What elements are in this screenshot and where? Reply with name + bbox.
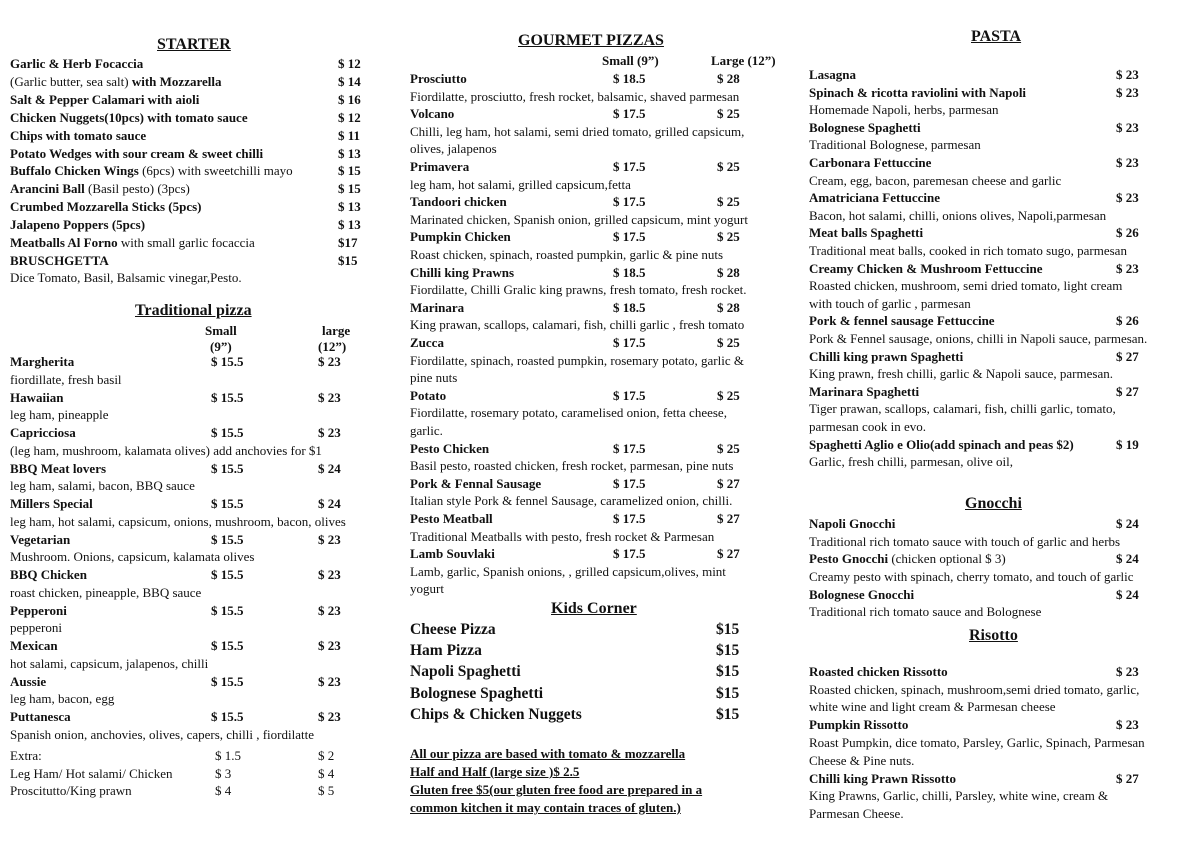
gourmet-small-label: Small (9”) (602, 53, 659, 68)
price-large: $ 25 (717, 335, 740, 350)
pasta-name: Bolognese Spaghetti (809, 119, 921, 135)
gnocchi-desc: Traditional rich tomato sauce with touch of garlic and herbs (809, 533, 1121, 549)
pizza-name: Margherita (10, 354, 75, 369)
extra-small: $ 4 (215, 783, 232, 798)
pizza-desc: leg ham, salami, bacon, BBQ sauce (10, 478, 195, 493)
price-large: $ 23 (318, 709, 341, 724)
pizza-name: Zucca (410, 335, 444, 350)
item-price: $ 12 (338, 56, 361, 71)
gnocchi-price: $ 24 (1116, 551, 1139, 567)
price-large: $ 27 (717, 546, 740, 562)
pizza-desc: hot salami, capsicum, jalapenos, chilli (10, 655, 209, 671)
kids-item-price: $15 (716, 684, 740, 702)
risotto-title: Risotto (969, 627, 1018, 644)
pizza-desc: Traditional Meatballs with pesto, fresh rocket & Parmesan (410, 528, 715, 544)
price-large: $ 27 (717, 475, 740, 491)
starter-item (10, 234, 255, 251)
gnocchi-note: (chicken optional $ 3) (888, 551, 1006, 567)
gourmet-large-label: Large (12”) (711, 53, 776, 68)
risotto-desc: King Prawns, Garlic, chilli, Parsley, white wine, cream & (809, 788, 1109, 804)
traditional-title: Traditional pizza (135, 302, 252, 319)
gnocchi-price: $ 24 (1116, 586, 1139, 602)
item-suffix: (6pcs) with sweetchilli mayo (138, 163, 293, 179)
gnocchi-price: $ 24 (1116, 516, 1139, 531)
bruschetta-desc: Dice Tomato, Basil, Balsamic vinegar,Pesto. (10, 270, 242, 285)
pizza-name: Vegetarian (10, 531, 71, 547)
pasta-price: $ 23 (1116, 67, 1139, 82)
price-small: $ 15.5 (211, 425, 244, 440)
price-large: $ 23 (318, 638, 341, 653)
extra-name: Extra: (10, 748, 42, 763)
price-small: $ 17.5 (613, 106, 646, 122)
risotto-price: $ 23 (1116, 717, 1139, 733)
price-large: $ 28 (717, 264, 740, 280)
kids-item-name: Napoli Spaghetti (410, 663, 521, 681)
pizza-desc: Mushroom. Onions, capsicum, kalamata olives (10, 549, 255, 564)
pizza-desc: leg ham, hot salami, grilled capsicum,fetta (410, 176, 631, 192)
price-small: $ 15.5 (211, 531, 244, 547)
small-label: Small (205, 323, 237, 338)
price-small: $ 17.5 (613, 194, 646, 210)
pasta-price: $ 26 (1116, 313, 1139, 329)
pasta-name: Lasagna (809, 67, 856, 82)
item-name: with Mozzarella (131, 73, 222, 89)
starter-item (10, 109, 248, 126)
pizza-desc: leg ham, pineapple (10, 407, 109, 422)
pizza-desc: Spanish onion, anchovies, olives, capers, chilli , fiordilatte (10, 726, 314, 742)
pizza-name: Tandoori chicken (410, 194, 507, 210)
extra-name: Proscitutto/King prawn (10, 783, 132, 798)
item-price: $ 16 (338, 91, 361, 107)
item-name: Chips with tomato sauce (10, 127, 147, 143)
pizza-name: Pumpkin Chicken (410, 229, 511, 245)
price-large: $ 27 (717, 511, 740, 526)
pasta-desc: Bacon, hot salami, chilli, onions olives, Napoli,parmesan (809, 207, 1107, 223)
price-large: $ 24 (318, 460, 341, 476)
item-price: $ 14 (338, 73, 361, 89)
pasta-price: $ 23 (1116, 119, 1139, 135)
pizza-desc: Marinated chicken, Spanish onion, grilled capsicum, mint yogurt (410, 211, 748, 227)
pasta-name: Spinach & ricotta raviolini with Napoli (809, 84, 1027, 100)
risotto-desc: Roasted chicken, spinach, mushroom,semi dried tomato, garlic, (809, 681, 1140, 697)
price-large: $ 24 (318, 496, 341, 511)
pasta-price: $ 23 (1116, 190, 1139, 206)
starter-item (10, 91, 199, 108)
pizza-name: Volcano (410, 106, 455, 122)
item-price: $ 13 (338, 217, 361, 233)
item-price: $ 13 (338, 199, 361, 215)
kids-item-price: $15 (716, 663, 740, 681)
footnote: common kitchen it may contain traces of gluten.) (410, 800, 681, 815)
extra-small: $ 1.5 (215, 748, 241, 763)
kids-item-name: Bolognese Spaghetti (410, 684, 544, 702)
price-small: $ 17.5 (613, 440, 646, 456)
pasta-price: $ 26 (1116, 225, 1139, 241)
price-large: $ 25 (717, 194, 740, 210)
price-large: $ 23 (318, 354, 341, 369)
gnocchi-name: Pesto Gnocchi (809, 551, 889, 567)
pasta-desc: Tiger prawan, scallops, calamari, fish, chilli garlic, tomato, (809, 401, 1116, 417)
risotto-name: Roasted chicken Rissotto (809, 664, 948, 679)
risotto-name: Chilli king Prawn Rissotto (809, 770, 956, 786)
price-small: $ 17.5 (613, 159, 646, 174)
price-large: $ 23 (318, 389, 341, 405)
item-price: $ 15 (338, 163, 361, 179)
item-price: $ 11 (338, 127, 361, 143)
pizza-desc: olives, jalapenos (410, 141, 497, 157)
starter-item (10, 198, 201, 215)
price-small: $ 15.5 (211, 496, 244, 511)
price-small: $ 15.5 (211, 389, 244, 405)
gnocchi-item (809, 515, 895, 532)
price-large: $ 23 (318, 425, 341, 440)
pasta-desc: King prawn, fresh chilli, garlic & Napoli sauce, parmesan. (809, 366, 1113, 382)
pasta-name: Marinara Spaghetti (809, 383, 920, 399)
pizza-desc: Basil pesto, roasted chicken, fresh rocket, parmesan, pine nuts (410, 458, 734, 474)
pizza-desc: Fiordilatte, Chilli Gralic king prawns, fresh tomato, fresh rocket. (410, 282, 747, 298)
pizza-desc: garlic. (410, 423, 443, 438)
pizza-desc: pine nuts (410, 370, 458, 386)
kids-item-name: Chips & Chicken Nuggets (410, 705, 582, 723)
price-small: $ 15.5 (211, 602, 244, 618)
pasta-price: $ 27 (1116, 383, 1139, 399)
pizza-desc: Fiordilatte, rosemary potato, caramelised onion, fetta cheese, (410, 405, 727, 421)
pizza-name: Chilli king Prawns (410, 264, 515, 280)
price-small: $ 17.5 (613, 229, 646, 245)
pasta-name: Spaghetti Aglio e Olio(add spinach and peas $2) (809, 436, 1074, 452)
item-suffix: with small garlic focaccia (117, 235, 255, 250)
pasta-desc: Homemade Napoli, herbs, parmesan (809, 102, 999, 118)
pizza-desc: King prawan, scallops, calamari, fish, chilli garlic , fresh tomato (410, 317, 745, 333)
price-small: $ 18.5 (613, 71, 646, 86)
pasta-price: $ 19 (1116, 436, 1139, 452)
risotto-desc: white wine and light cream & Parmesan cheese (809, 699, 1056, 715)
price-large: $ 23 (318, 567, 341, 582)
starter-item (10, 145, 263, 162)
pasta-name: Carbonara Fettuccine (809, 155, 932, 170)
pizza-name: Prosciutto (410, 71, 467, 86)
starter-item (10, 73, 222, 90)
pasta-desc: Garlic, fresh chilli, parmesan, olive oil, (809, 454, 1013, 470)
risotto-desc: Roast Pumpkin, dice tomato, Parsley, Garlic, Spinach, Parmesan (809, 734, 1145, 750)
kids-item-price: $15 (716, 642, 740, 660)
pasta-desc: with touch of garlic , parmesan (809, 295, 971, 311)
item-price: $ 15 (338, 181, 361, 197)
pasta-title: PASTA (971, 28, 1022, 45)
pizza-desc: fiordillate, fresh basil (10, 371, 122, 387)
pasta-desc: Pork & Fennel sausage, onions, chilli in Napoli sauce, parmesan. (809, 331, 1148, 346)
pizza-name: Marinara (410, 299, 465, 315)
pasta-name: Pork & fennel sausage Fettuccine (809, 313, 995, 329)
pizza-name: Pesto Meatball (410, 511, 493, 526)
gourmet-title: GOURMET PIZZAS (518, 32, 664, 49)
item-name: Crumbed Mozzarella Sticks (5pcs) (10, 199, 202, 215)
price-large: $ 23 (318, 602, 341, 618)
gnocchi-item (809, 550, 1006, 567)
price-small: $ 17.5 (613, 511, 646, 526)
extra-large: $ 4 (318, 765, 335, 781)
price-large: $ 28 (717, 71, 740, 86)
gnocchi-item (809, 586, 914, 603)
item-name: Arancini Ball (10, 181, 85, 197)
item-name: BRUSCHGETTA (10, 252, 109, 268)
pasta-desc: Traditional meat balls, cooked in rich tomato sugo, parmesan (809, 243, 1127, 258)
pizza-desc: Italian style Pork & fennel Sausage, caramelized onion, chilli. (410, 493, 733, 509)
footnote: All our pizza are based with tomato & mozzarella (410, 746, 686, 761)
price-large: $ 25 (717, 229, 740, 245)
pizza-name: Capricciosa (10, 425, 76, 440)
price-large: $ 23 (318, 673, 341, 689)
starter-item (10, 252, 109, 269)
item-prefix: (Garlic butter, sea salt) (10, 73, 132, 89)
large-label: large (322, 323, 351, 338)
risotto-desc: Parmesan Cheese. (809, 805, 904, 821)
extra-large: $ 2 (318, 748, 335, 763)
item-name: Meatballs Al Forno (10, 235, 118, 250)
item-name: Chicken Nuggets(10pcs) with tomato sauce (10, 109, 248, 125)
pizza-desc: yogurt (410, 581, 444, 597)
gnocchi-name: Napoli Gnocchi (809, 516, 896, 531)
extra-name: Leg Ham/ Hot salami/ Chicken (10, 765, 173, 781)
item-name: Jalapeno Poppers (5pcs) (10, 217, 146, 233)
item-suffix: (Basil pesto) (3pcs) (84, 181, 190, 197)
price-large: $ 28 (717, 299, 740, 315)
risotto-name: Pumpkin Rissotto (809, 717, 909, 733)
item-name: Garlic & Herb Focaccia (10, 56, 144, 71)
kids-title: Kids Corner (551, 600, 637, 617)
pizza-name: Primavera (410, 159, 470, 174)
gnocchi-title: Gnocchi (965, 495, 1022, 512)
item-price: $ 13 (338, 145, 361, 161)
pasta-price: $ 27 (1116, 348, 1139, 364)
price-small: $ 15.5 (211, 709, 244, 724)
price-small: $ 18.5 (613, 299, 646, 315)
pizza-name: Potato (410, 387, 447, 403)
pizza-name: Millers Special (10, 496, 93, 511)
starter-item (10, 180, 190, 197)
kids-item-price: $15 (716, 705, 740, 723)
extra-small: $ 3 (215, 765, 232, 781)
extra-large: $ 5 (318, 783, 335, 798)
pizza-name: Pesto Chicken (410, 440, 490, 456)
pasta-name: Amatriciana Fettuccine (809, 190, 941, 206)
pasta-name: Meat balls Spaghetti (809, 225, 924, 241)
footnote: Gluten free $5(our gluten free food are prepared in a (410, 782, 703, 797)
item-name: Potato Wedges with sour cream & sweet chilli (10, 145, 264, 161)
pizza-name: Lamb Souvlaki (410, 546, 495, 562)
pasta-price: $ 23 (1116, 84, 1139, 100)
pizza-name: Mexican (10, 638, 58, 653)
pasta-desc: Roasted chicken, mushroom, semi dried tomato, light cream (809, 278, 1123, 294)
price-large: $ 23 (318, 531, 341, 547)
price-small: $ 15.5 (211, 460, 244, 476)
pasta-desc: Cream, egg, bacon, paremesan cheese and garlic (809, 172, 1062, 188)
pizza-name: BBQ Chicken (10, 567, 87, 582)
small-size: (9”) (210, 339, 232, 354)
pasta-desc: Traditional Bolognese, parmesan (809, 137, 981, 153)
price-small: $ 18.5 (613, 264, 646, 280)
risotto-price: $ 27 (1116, 770, 1139, 786)
pizza-desc: Roast chicken, spinach, roasted pumpkin, garlic & pine nuts (410, 247, 724, 262)
item-price: $17 (338, 235, 358, 250)
price-small: $ 17.5 (613, 475, 646, 491)
kids-item-price: $15 (716, 621, 740, 638)
pizza-desc: Fiordilatte, prosciutto, fresh rocket, balsamic, shaved parmesan (410, 88, 740, 104)
price-small: $ 15.5 (211, 354, 244, 369)
price-small: $ 15.5 (211, 567, 244, 582)
kids-item-name: Cheese Pizza (410, 621, 496, 638)
pizza-name: Pork & Fennal Sausage (410, 475, 542, 491)
pizza-name: Hawaiian (10, 389, 64, 405)
starter-item (10, 216, 145, 233)
large-size: (12”) (318, 339, 347, 354)
pasta-name: Chilli king prawn Spaghetti (809, 348, 964, 364)
risotto-desc: Cheese & Pine nuts. (809, 752, 915, 768)
gnocchi-desc: Traditional rich tomato sauce and Bolognese (809, 604, 1042, 620)
item-price: $ 12 (338, 109, 361, 125)
starter-item (10, 55, 143, 72)
kids-item-name: Ham Pizza (410, 642, 482, 660)
pizza-desc: leg ham, hot salami, capsicum, onions, mushroom, bacon, olives (10, 513, 346, 529)
price-small: $ 15.5 (211, 673, 244, 689)
item-name: Buffalo Chicken Wings (10, 163, 139, 179)
price-small: $ 17.5 (613, 546, 646, 562)
price-large: $ 25 (717, 440, 740, 456)
price-large: $ 25 (717, 106, 740, 122)
item-price: $15 (338, 252, 358, 268)
gnocchi-desc: Creamy pesto with spinach, cherry tomato, and touch of garlic (809, 568, 1134, 584)
pizza-desc: Lamb, garlic, Spanish onions, , grilled capsicum,olives, mint (410, 563, 726, 579)
pizza-desc: leg ham, bacon, egg (10, 691, 115, 706)
price-small: $ 17.5 (613, 387, 646, 403)
pasta-price: $ 23 (1116, 260, 1139, 276)
price-small: $ 15.5 (211, 638, 244, 653)
pasta-name: Creamy Chicken & Mushroom Fettuccine (809, 260, 1043, 276)
footnote: Half and Half (large size )$ 2.5 (410, 764, 580, 779)
pizza-name: Puttanesca (10, 709, 71, 724)
pizza-desc: Chilli, leg ham, hot salami, semi dried tomato, grilled capsicum, (410, 123, 745, 139)
gnocchi-name: Bolognese Gnocchi (809, 586, 915, 602)
starter-item (10, 162, 293, 179)
pizza-name: Aussie (10, 673, 47, 689)
pizza-desc: roast chicken, pineapple, BBQ sauce (10, 584, 202, 600)
pizza-desc: Fiordilatte, spinach, roasted pumpkin, rosemary potato, garlic & (410, 352, 744, 368)
pizza-name: BBQ Meat lovers (10, 460, 107, 476)
price-small: $ 17.5 (613, 335, 646, 350)
pasta-price: $ 23 (1116, 155, 1139, 170)
pizza-desc: pepperoni (10, 620, 62, 635)
price-large: $ 25 (717, 159, 740, 174)
pasta-desc: parmesan cook in evo. (809, 419, 926, 434)
starter-title: STARTER (157, 36, 231, 53)
item-name: Salt & Pepper Calamari with aioli (10, 91, 200, 107)
pizza-name: Pepperoni (10, 602, 67, 618)
price-large: $ 25 (717, 387, 740, 403)
starter-item (10, 127, 146, 144)
pizza-desc: (leg ham, mushroom, kalamata olives) add anchovies for $1 (10, 442, 322, 458)
risotto-price: $ 23 (1116, 664, 1139, 679)
